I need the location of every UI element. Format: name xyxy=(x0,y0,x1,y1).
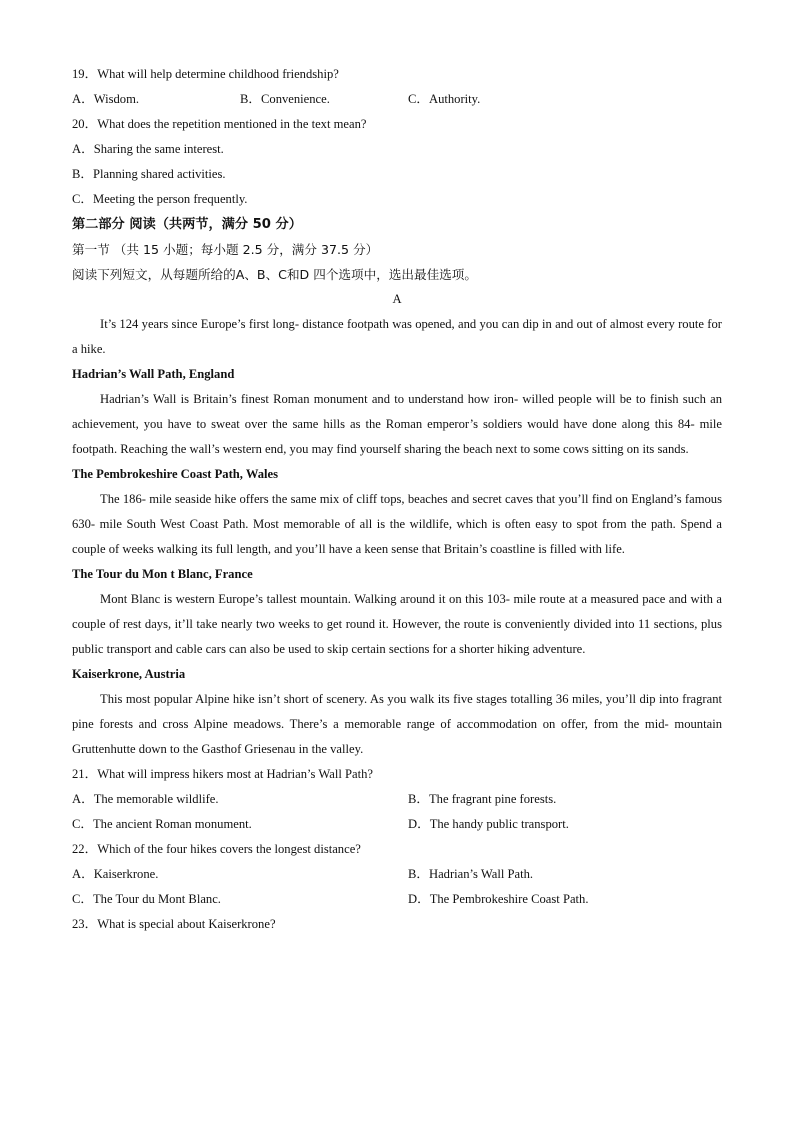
option-a: A．The memorable wildlife. xyxy=(72,792,219,806)
option-b: B．The fragrant pine forests. xyxy=(408,792,557,806)
hike-title: The Pembrokeshire Coast Path, Wales xyxy=(72,467,279,481)
question-20: 20．What does the repetition mentioned in the text mean? xyxy=(72,117,367,131)
section-heading: 第二部分 阅读（共两节，满分 50 分） xyxy=(72,217,302,232)
option-b: B．Hadrian’s Wall Path. xyxy=(408,867,534,881)
hike-title: Kaiserkrone, Austria xyxy=(72,667,186,681)
document-body xyxy=(72,62,722,937)
question-21: 21．What will impress hikers most at Hadrian’s Wall Path? xyxy=(72,767,373,781)
section-subheading: 第一节 （共 15 小题；每小题 2.5 分，满分 37.5 分） xyxy=(72,242,379,257)
hike-description: Hadrian’s Wall is Britain’s finest Roman monument and to understand how iron- willed people will be to finish such an achievement, you have to sweat over the same hills as the Roman emperor’s soldiers would have done along this 84- mile footpath. Reaching the wall’s western end, you may find yourself sharing the beach next to some cows sitting on its sands. xyxy=(72,392,722,456)
option-a: A．Kaiserkrone. xyxy=(72,867,159,881)
question-21-options-row-1 xyxy=(72,787,722,812)
option-d: D．The handy public transport. xyxy=(408,817,569,831)
passage-label: A xyxy=(392,292,402,306)
hike-description: The 186- mile seaside hike offers the same mix of cliff tops, beaches and secret caves that you’ll find on England’s famous 630- mile South West Coast Path. Most memorable of all is the wildlife, which is often easy to spot from the path. Spend a couple of weeks walking its full length, and you’ll have a keen sense that Britain’s coastline is filled with life. xyxy=(72,492,722,556)
question-22: 22．Which of the four hikes covers the longest distance? xyxy=(72,842,361,856)
passage-intro: It’s 124 years since Europe’s first long- distance footpath was opened, and you can dip in and out of almost every route for a hike. xyxy=(72,317,722,356)
option-c: C．Meeting the person frequently. xyxy=(72,192,248,206)
question-22-options-row-1 xyxy=(72,862,722,887)
hike-title: Hadrian’s Wall Path, England xyxy=(72,367,235,381)
option-a: A．Wisdom. xyxy=(72,92,140,106)
option-c: C．The Tour du Mont Blanc. xyxy=(72,892,221,906)
section-instructions: 阅读下列短文，从每题所给的A、B、C和D 四个选项中，选出最佳选项。 xyxy=(72,267,477,282)
option-c: C．Authority. xyxy=(408,92,481,106)
option-b: B．Planning shared activities. xyxy=(72,167,226,181)
option-b: B．Convenience. xyxy=(240,92,330,106)
option-a: A．Sharing the same interest. xyxy=(72,142,224,156)
hike-description: This most popular Alpine hike isn’t short of scenery. As you walk its five stages totalling 36 miles, you’ll dip into fragrant pine forests and cross Alpine meadows. There’s a memorable range of accommodation on offer, from the mid- mountain Gruttenhutte down to the Gasthof Griesenau in the valley. xyxy=(72,692,722,756)
question-22-options-row-2 xyxy=(72,887,722,912)
option-c: C．The ancient Roman monument. xyxy=(72,817,252,831)
question-23: 23．What is special about Kaiserkrone? xyxy=(72,917,276,931)
question-19: 19．What will help determine childhood friendship? xyxy=(72,67,339,81)
hike-title: The Tour du Mon t Blanc, France xyxy=(72,567,253,581)
hike-description: Mont Blanc is western Europe’s tallest mountain. Walking around it on this 103- mile route at a measured pace and with a couple of rest days, it’ll take nearly two weeks to get round it. However, the route is conveniently divided into 11 sections, plus public transport and cable cars can also be used to skip certain sections for a shorter hiking adventure. xyxy=(72,592,722,656)
option-d: D．The Pembrokeshire Coast Path. xyxy=(408,892,589,906)
question-21-options-row-2 xyxy=(72,812,722,837)
question-19-options xyxy=(72,87,722,112)
